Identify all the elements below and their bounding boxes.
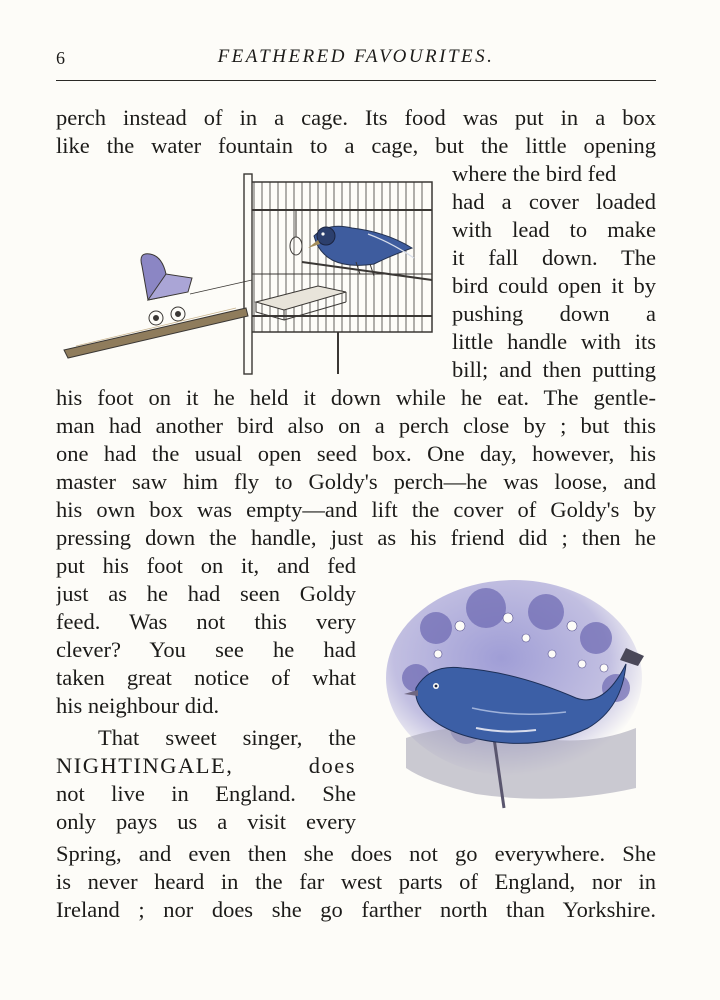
text-line: man had another bird also on a perch close by ; but this	[56, 413, 656, 438]
text-line: taken great notice of what	[56, 665, 356, 690]
text-line: not live in England. She	[56, 781, 356, 806]
text-line: his neighbour did.	[56, 693, 220, 718]
nightingale-illustration	[376, 568, 656, 828]
text-line: put his foot on it, and fed	[56, 553, 356, 578]
page-number: 6	[56, 48, 65, 68]
text-line: pushing down a	[452, 301, 656, 326]
running-title: FEATHERED FAVOURITES.	[217, 46, 495, 67]
text-line: Spring, and even then she does not go everywhere. She	[56, 841, 656, 866]
text-line: Ireland ; nor does she go farther north than Yorkshire.	[56, 897, 656, 922]
text-line: pressing down the handle, just as his friend did ; then he	[56, 525, 656, 550]
page-header	[56, 44, 656, 74]
text-line: his foot on it he held it down while he eat. The gentle-	[56, 385, 656, 410]
text-line: feed. Was not this very	[56, 609, 356, 634]
cage-bird-illustration	[56, 170, 440, 376]
text-line: his own box was empty—and lift the cover of Goldy's by	[56, 497, 656, 522]
text-line-nightingale: NIGHTINGALE, does	[56, 753, 356, 778]
toy-cart	[141, 254, 192, 325]
text-line: it fall down. The	[452, 245, 656, 270]
text-line: master saw him fly to Goldy's perch—he was loose, and	[56, 469, 656, 494]
text-line: only pays us a visit every	[56, 809, 356, 834]
text-line: where the bird fed	[452, 161, 617, 186]
text-line: clever? You see he had	[56, 637, 356, 662]
text-line: little handle with its	[452, 329, 656, 354]
header-rule	[56, 80, 656, 81]
text-line: perch instead of in a cage. Its food was put in a box	[56, 105, 656, 130]
text-line: with lead to make	[452, 217, 656, 242]
text-line: just as he had seen Goldy	[56, 581, 356, 606]
text-line: bird could open it by	[452, 273, 656, 298]
paragraph-first-line: That sweet singer, the	[98, 725, 356, 750]
text-line: bill; and then putting	[452, 357, 656, 382]
text-line: like the water fountain to a cage, but the little opening	[56, 133, 656, 158]
text-line: is never heard in the far west parts of England, nor in	[56, 869, 656, 894]
text-line: had a cover loaded	[452, 189, 656, 214]
text-line: one had the usual open seed box. One day, however, his	[56, 441, 656, 466]
